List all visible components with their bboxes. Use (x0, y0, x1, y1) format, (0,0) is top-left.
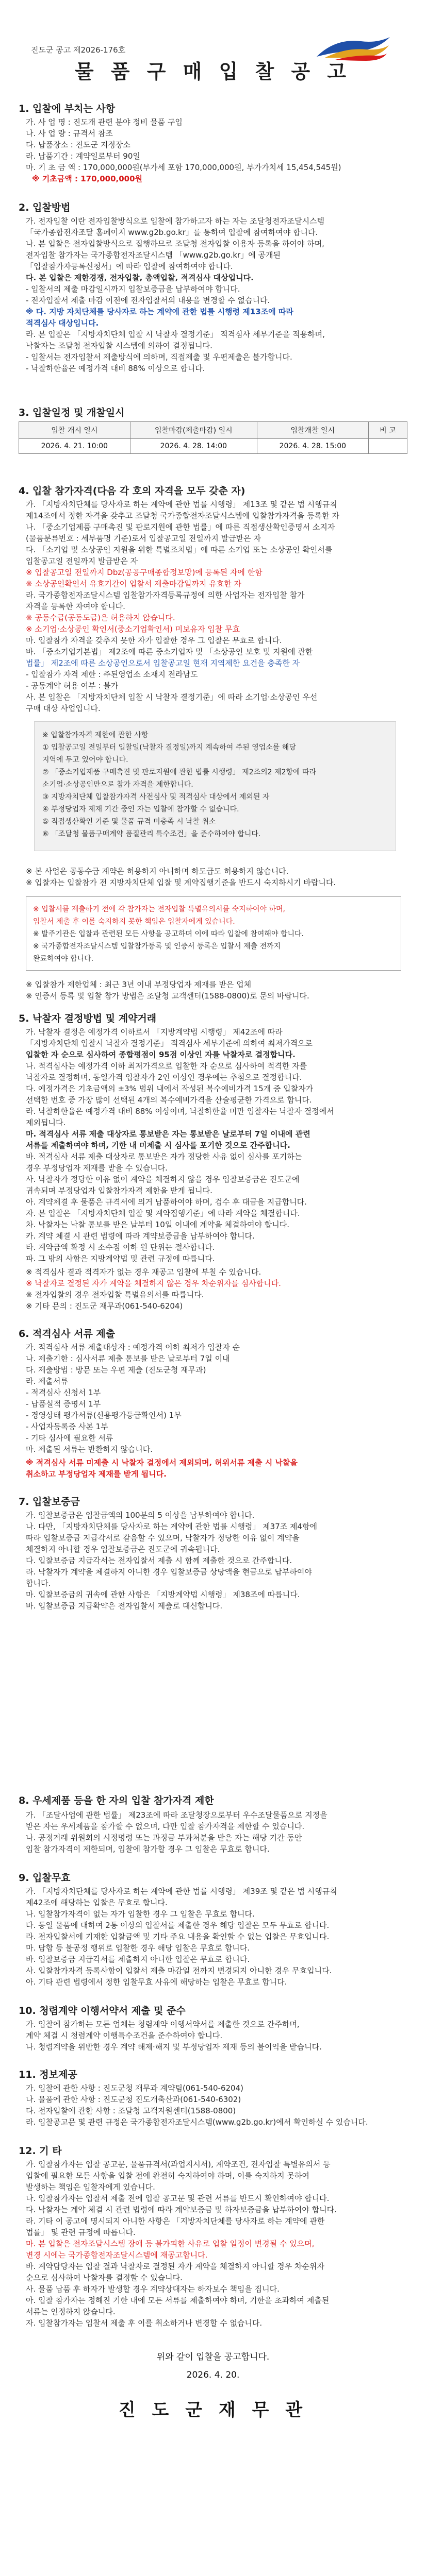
sec4-line-10: ※ 공동수급(공동도급)은 허용하지 않습니다. (26, 613, 175, 622)
sec2-line-5: 다. 본 입찰은 제한경쟁, 전자입찰, 총액입찰, 적격심사 대상입니다. (26, 273, 254, 282)
sec4-line-16: - 공동계약 허용 여부 : 불가 (26, 681, 119, 690)
sec12-more-5: 자. 입찰참가자는 입찰서 제출 후 이를 취소하거나 변경할 수 없습니다. (26, 2318, 263, 2328)
sec11-line-2: 다. 전자입찰에 관한 사항 : 조달청 고객지원센터(1588-0800) (26, 2106, 236, 2115)
sec2-line-10: 라. 본 입찰은 「지방자치단체 입찰 시 낙찰자 결정기준」 적격심사 세부기준을 적용하며, (26, 330, 325, 339)
sec5-line-6: 선택한 번호 중 가장 많이 선택된 4개의 복수예비가격을 산술평균한 가격으로 합니다. (26, 1095, 312, 1105)
sec4-notice-0: ※ 본 사업은 공동수급 계약은 허용하지 아니하며 하도급도 허용하지 않습니다. (26, 867, 289, 876)
sec12-line-2: 발생하는 책임은 입찰자에게 있습니다. (26, 2182, 155, 2192)
qual-box-line-1: ① 입찰공고일 전일부터 입찰일(낙찰자 결정일)까지 계속하여 주된 영업소를 해당 (42, 743, 296, 752)
sec11-line-0: 가. 입찰에 관한 사항 : 진도군청 재무과 계약팀(061-540-6204) (26, 2083, 243, 2093)
sec2-line-0: 가. 전자입찰 이란 전자입찰방식으로 입찰에 참가하고자 하는 자는 조달청전자조달시스템 (26, 216, 325, 226)
sec9-line-6: 바. 입찰보증금 지급각서를 제출하지 아니한 입찰은 무효로 합니다. (26, 1955, 250, 1964)
sec5-line-5: 다. 예정가격은 기초금액의 ±3% 범위 내에서 작성된 복수예비가격 15개 중 입찰자가 (26, 1084, 314, 1093)
sec6-line-7: - 사업자등록증 사본 1부 (26, 1422, 108, 1431)
schedule-col-note: 비 고 (368, 422, 407, 439)
sec5-line-7: 라. 낙찰하한율은 예정가격 대비 88% 이상이며, 낙찰하한율 미만 입찰자는 낙찰자 결정에서 (26, 1107, 334, 1116)
sec5-line-19: 타. 계약금액 확정 시 소수점 이하 원 단위는 절사합니다. (26, 1243, 215, 1252)
sec7-line-5: 라. 낙찰자가 계약을 체결하지 아니한 경우 입찰보증금 상당액을 현금으로 납부하여야 (26, 1567, 312, 1577)
section-9-heading: 9. 입찰무효 (19, 1872, 71, 1884)
qual-box-line-0: ※ 입찰참가자격 제한에 관한 사항 (42, 731, 149, 739)
schedule-note (368, 439, 407, 454)
sec6-line-8: - 기타 심사에 필요한 서류 (26, 1433, 113, 1443)
section-10-heading: 10. 청렴계약 이행서약서 제출 및 준수 (19, 2005, 186, 2016)
sec5-extra-0: ※ 적격심사 결과 적격자가 없는 경우 재공고 입찰에 부칠 수 있습니다. (26, 1267, 261, 1277)
sec5-line-0: 가. 낙찰자 결정은 예정가격 이하로서 「지방계약법 시행령」 제42조에 따라 (26, 1027, 283, 1037)
sec12-line-6: 법률」 및 관련 규정에 따릅니다. (26, 2228, 136, 2237)
sec7-line-3: 체결하지 아니할 경우 입찰보증금은 진도군에 귀속됩니다. (26, 1545, 220, 1554)
sec5-line-11: 바. 적격심사 서류 제출 대상자로 통보받은 자가 정당한 사유 없이 심사를 포기하는 (26, 1152, 302, 1161)
sec6-highlight-1: 취소하고 부정당업자 제재를 받게 됩니다. (26, 1469, 167, 1479)
sec1-line-0: 가. 사 업 명 : 진도개 관련 분야 정비 물품 구입 (26, 117, 183, 127)
sec4-line-6: ※ 입찰공고일 전일까지 Dbz(공공구매종합정보망)에 등록된 자에 한함 (26, 568, 263, 577)
sec1-line-2: 다. 납품장소 : 진도군 지정장소 (26, 140, 130, 149)
sec2-line-12: - 입찰서는 전자입찰서 제출방식에 의하며, 직접제출 및 우편제출은 불가합니다. (26, 352, 292, 362)
sec4-line-1: 제14조에서 정한 자격을 갖추고 조달청 국가종합전자조달시스템에 입찰참가자격을 등록한 자 (26, 511, 339, 520)
sec12-line-4: 다. 낙찰자는 계약 체결 시 관련 법령에 따라 계약보증금 및 하자보증금을 납부하여야 합니다. (26, 2205, 337, 2214)
page-title: 물 품 구 매 입 찰 공 고 (74, 60, 352, 83)
qual-box-line-6: ④ 부정당업자 제재 기간 중인 자는 입찰에 참가할 수 없습니다. (42, 805, 239, 814)
schedule-result-date: 2026. 4. 28. 15:00 (257, 439, 368, 454)
sec9-line-2: 나. 입찰참가자격이 없는 자가 입찰한 경우 그 입찰은 무효로 합니다. (26, 1909, 255, 1919)
sec12-more-1: 순으로 심사하여 낙찰자를 결정할 수 있습니다. (26, 2273, 183, 2282)
sec4-line-2: 나. 「중소기업제품 구매촉진 및 판로지원에 관한 법률」에 따른 직접생산확인증명서 소지자 (26, 522, 335, 532)
sec9-line-7: 사. 입찰참가자격 등록사항이 입찰서 제출 마감일 전까지 변경되지 아니한 경우 무효입니다. (26, 1966, 332, 1975)
section-2-heading: 2. 입찰방법 (19, 202, 71, 213)
sec10-line-1: 계약 체결 시 청렴계약 이행특수조건을 준수하여야 합니다. (26, 2031, 223, 2040)
sec4-line-7: ※ 소상공인확인서 유효기간이 입찰서 제출마감일까지 유효한 자 (26, 579, 241, 588)
schedule-col-open: 입찰 개시 일시 (19, 422, 130, 439)
sec7-line-6: 합니다. (26, 1579, 51, 1588)
schedule-table (19, 421, 407, 454)
sec6-highlight-0: ※ 적격심사 서류 미제출 시 낙찰자 결정에서 제외되며, 허위서류 제출 시 낙찰을 (26, 1458, 298, 1467)
section-1-heading: 1. 입찰에 부치는 사항 (19, 103, 116, 114)
sec4-line-14: 법률」 제2조에 따른 소상공인으로서 입찰공고일 현재 지역제한 요건을 충족한 자 (26, 658, 300, 668)
qual-box-line-7: ⑤ 직접생산확인 기준 및 물품 규격 미충족 시 낙찰 취소 (42, 818, 216, 826)
sec1-line-4: 마. 기 초 금 액 : 170,000,000원(부가세 포함 170,000,000원, 부가가치세 15,454,545원) (26, 163, 341, 172)
schedule-open-date: 2026. 4. 21. 10:00 (19, 439, 130, 454)
qual-box-line-3: ② 「중소기업제품 구매촉진 및 판로지원에 관한 법률 시행령」 제2조의2 제2항에 따라 (42, 768, 317, 776)
notice-date: 2026. 4. 20. (186, 2370, 240, 2380)
section-6-heading: 6. 적격심사 서류 제출 (19, 1328, 116, 1340)
section-7-heading: 7. 입찰보증금 (19, 1496, 80, 1507)
sec2-line-4: 「입찰참가자등록신청서」에 따라 입찰에 참여하여야 합니다. (26, 262, 233, 271)
sec12-more-3: 아. 입찰 참가자는 정해진 기한 내에 모든 서류를 제출하여야 하며, 기한을 초과하여 제출된 (26, 2296, 330, 2305)
sec2-line-1: 「국가종합전자조달 홈페이지 www.g2b.go.kr」를 통하여 입찰에 참여하여야 합니다. (26, 228, 318, 237)
sec9-line-8: 아. 기타 관련 법령에서 정한 입찰무효 사유에 해당하는 입찰은 무효로 합니다. (26, 1977, 287, 1987)
sec6-line-6: - 경영상태 평가서류(신용평가등급확인서) 1부 (26, 1411, 182, 1420)
sec12-more-0: 바. 계약담당자는 입찰 결과 낙찰자로 결정된 자가 계약을 체결하지 아니할 경우 차순위자 (26, 2262, 324, 2271)
sec7-line-2: 따라 입찰보증금 지급각서로 갈음할 수 있으며, 낙찰자가 정당한 이유 없이 계약을 (26, 1533, 300, 1543)
sec4-line-5: 입찰공고일 전일까지 발급받은 자 (26, 556, 138, 566)
sec4-line-4: 다. 「소기업 및 소상공인 지원을 위한 특별조치법」에 따른 소기업 또는 소상공인 확인서를 (26, 545, 333, 554)
sec2-line-13: - 낙찰하한율은 예정가격 대비 88% 이상으로 합니다. (26, 364, 205, 373)
sec4-line-0: 가. 「지방자치단체를 당사자로 하는 계약에 관한 법률 시행령」 제13조 및 같은 법 시행규칙 (26, 500, 337, 509)
sec6-line-2: 다. 제출방법 : 방문 또는 우편 제출 (진도군청 재무과) (26, 1365, 206, 1375)
sec4-line-8: 라. 국가종합전자조달시스템 입찰참가자격등록규정에 의한 사업자는 전자입찰 참가 (26, 590, 305, 600)
sec2-line-11: 낙찰자는 조달청 전자입찰 시스템에 의하여 결정됩니다. (26, 341, 212, 350)
sec5-line-14: 귀속되며 부정당업자 입찰참가자격 제한을 받게 됩니다. (26, 1186, 212, 1195)
sec6-line-0: 가. 적격심사 서류 제출대상자 : 예정가격 이하 최저가 입찰자 순 (26, 1343, 240, 1352)
sec5-line-4: 낙찰자로 결정하며, 동일가격 입찰자가 2인 이상인 경우에는 추첨으로 결정합니다. (26, 1073, 302, 1082)
sec7-line-0: 가. 입찰보증금은 입찰금액의 100분의 5 이상을 납부하여야 합니다. (26, 1511, 255, 1520)
section-3-heading: 3. 입찰일정 및 개찰일시 (19, 407, 125, 418)
closing-statement: 위와 같이 입찰을 공고합니다. (156, 2352, 270, 2362)
qual-box-line-4: 소기업·소상공인만으로 참가 자격을 제한합니다. (42, 781, 193, 789)
sec2-line-9: 적격심사 대상입니다. (26, 318, 99, 328)
section-11-heading: 11. 정보제공 (19, 2069, 77, 2080)
sec5-extra-2: ※ 전자입찰의 경우 전자입찰 특별유의서를 따릅니다. (26, 1290, 204, 1299)
sec4-extra-0: ※ 입찰참가 제한업체 : 최근 3년 이내 부정당업자 제재를 받은 업체 (26, 980, 252, 989)
sec12-line-5: 라. 기타 이 공고에 명시되지 아니한 사항은 「지방자치단체를 당사자로 하는 계약에 관한 (26, 2216, 325, 2226)
sec5-line-13: 사. 낙찰자가 정당한 이유 없이 계약을 체결하지 않을 경우 입찰보증금은 진도군에 (26, 1175, 300, 1184)
sec4-line-13: 바. 「중소기업기본법」 제2조에 따른 중소기업자 및 「소상공인 보호 및 지원에 관한 (26, 647, 313, 656)
section-8-heading: 8. 우세제품 등을 한 자의 입찰 참가자격 제한 (19, 1795, 214, 1806)
notice-box-line-4: 완료하여야 합니다. (33, 955, 94, 963)
sec5-line-20: 파. 그 밖의 사항은 지방계약법 및 관련 규정에 따릅니다. (26, 1254, 215, 1263)
sec5-extra-3: ※ 기타 문의 : 진도군 재무과(061-540-6204) (26, 1301, 183, 1311)
sec6-line-4: - 적격심사 신청서 1부 (26, 1388, 101, 1397)
sec8-line-3: 입찰 참가자격이 제한되며, 입찰에 참가할 경우 그 입찰은 무효로 합니다. (26, 1844, 270, 1854)
sec12-more-2: 사. 물품 납품 후 하자가 발생할 경우 계약상대자는 하자보수 책임을 집니다. (26, 2284, 280, 2294)
sec10-line-0: 가. 입찰에 참가하는 모든 업체는 청렴계약 이행서약서를 제출한 것으로 간주하며, (26, 2020, 300, 2029)
sec4-notice-1: ※ 입찰자는 입찰참가 전 지방자치단체 입찰 및 계약집행기준을 반드시 숙지하시기 바랍니다. (26, 878, 336, 887)
notice-box-line-3: ※ 국가종합전자조달시스템 입찰참가등록 및 인증서 등록은 입찰서 제출 전까지 (33, 942, 281, 951)
notice-box-line-0: ※ 입찰서를 제출하기 전에 각 참가자는 전자입찰 특별유의서를 숙지하여야 하며, (33, 905, 285, 913)
sec5-line-18: 카. 계약 체결 시 관련 법령에 따라 계약보증금을 납부하여야 합니다. (26, 1231, 255, 1241)
sec5-line-2: 입찰한 자 순으로 심사하여 종합평점이 95점 이상인 자를 낙찰자로 결정합니다. (26, 1050, 296, 1059)
section-5-heading: 5. 낙찰자 결정방법 및 계약거래 (19, 1013, 157, 1024)
sec9-line-1: 제42조에 해당하는 입찰은 무효로 합니다. (26, 1898, 168, 1907)
sec12-red-0: 마. 본 입찰은 전자조달시스템 장애 등 불가피한 사유로 입찰 일정이 변경될 수 있으며, (26, 2239, 315, 2248)
section-12-heading: 12. 기 타 (19, 2145, 62, 2157)
sec5-line-15: 아. 계약체결 후 물품은 규격서에 의거 납품하여야 하며, 검수 후 대금을 지급합니다. (26, 1197, 307, 1207)
schedule-close-date: 2026. 4. 28. 14:00 (130, 439, 257, 454)
sec8-line-0: 가. 「조달사업에 관한 법률」 제23조에 따라 조달청장으로부터 우수조달물품으로 지정을 (26, 1810, 327, 1820)
sec12-line-1: 입찰에 필요한 모든 사항을 입찰 전에 완전히 숙지하여야 하며, 이를 숙지하지 못하여 (26, 2171, 309, 2180)
sec2-line-3: 전자입찰 참가자는 국가종합전자조달시스템 「www.g2b.go.kr」에 공개된 (26, 250, 281, 260)
sec4-line-12: 마. 입찰참가 자격을 갖추지 못한 자가 입찰한 경우 그 입찰은 무효로 합니다. (26, 636, 282, 645)
notice-number: 진도군 공고 제2026-176호 (31, 45, 126, 55)
sec5-line-3: 나. 적격심사는 예정가격 이하 최저가격으로 입찰한 자 순으로 심사하여 적격한 자를 (26, 1061, 307, 1071)
sec4-line-18: 구매 대상 사업입니다. (26, 704, 101, 713)
sec4-extra-1: ※ 인증서 등록 및 입찰 참가 방법은 조달청 고객센터(1588-0800)로 문의 바랍니다. (26, 991, 309, 1001)
sec5-line-16: 자. 본 입찰은 「지방자치단체 입찰 및 계약집행기준」에 따라 계약을 체결합니다. (26, 1209, 300, 1218)
sec12-red-1: 변경 시에는 국가종합전자조달시스템에 재공고합니다. (26, 2250, 208, 2260)
sec6-line-5: - 납품실적 증명서 1부 (26, 1399, 101, 1409)
sec2-line-6: - 입찰서의 제출 마감일시까지 입찰보증금을 납부하여야 합니다. (26, 284, 240, 294)
sec8-line-1: 받은 자는 우세제품을 참가할 수 없으며, 다만 입찰 참가자격을 제한할 수 있습니다. (26, 1822, 305, 1831)
schedule-row (19, 439, 407, 454)
qual-box-line-2: 지역에 두고 있어야 합니다. (42, 756, 128, 764)
sec7-line-8: 바. 입찰보증금 지급확약은 전자입찰서 제출로 대신합니다. (26, 1601, 223, 1611)
sec4-line-17: 사. 본 입찰은 「지방자치단체 입찰 시 낙찰자 결정기준」에 따라 소기업·소상공인 우선 (26, 692, 318, 702)
sec5-extra-1: ※ 낙찰자로 결정된 자가 계약을 체결하지 않은 경우 차순위자를 심사합니다. (26, 1279, 281, 1288)
sec6-line-9: 마. 제출된 서류는 반환하지 않습니다. (26, 1445, 153, 1454)
sec12-line-0: 가. 입찰참가자는 입찰 공고문, 물품규격서(과업지시서), 계약조건, 전자입찰 특별유의서 등 (26, 2160, 331, 2169)
sec2-line-7: - 전자입찰서 제출 마감 이전에 전자입찰서의 내용을 변경할 수 없습니다. (26, 296, 270, 305)
sec7-line-7: 마. 입찰보증금의 귀속에 관한 사항은 「지방계약법 시행령」 제38조에 따릅니다. (26, 1590, 300, 1599)
sec9-line-5: 마. 담합 등 불공정 행위로 입찰한 경우 해당 입찰은 무효로 합니다. (26, 1943, 250, 1953)
sec6-line-1: 나. 제출기한 : 심사서류 제출 통보를 받은 날로부터 7일 이내 (26, 1354, 230, 1363)
sec4-line-3: (물품분류번호 : 세부품명 기준)로서 입찰공고일 전일까지 발급받은 자 (26, 534, 261, 543)
sec5-line-1: 「지방자치단체 입찰시 낙찰자 결정기준」 적격심사 세부기준에 의하여 최저가격으로 (26, 1039, 313, 1048)
sec12-more-4: 서류는 인정하지 않습니다. (26, 2307, 116, 2316)
sec2-line-2: 나. 본 입찰은 전자입찰방식으로 집행하므로 조달청 전자입찰 이용자 등록을 하여야 하며, (26, 239, 324, 248)
sec10-line-2: 나. 청렴계약을 위반한 경우 계약 해제·해지 및 부정당업자 제재 등의 불이익을 받습니다. (26, 2042, 322, 2052)
sec9-line-0: 가. 「지방자치단체를 당사자로 하는 계약에 관한 법률 시행령」 제39조 및 같은 법 시행규칙 (26, 1887, 337, 1896)
qual-box-line-8: ⑥ 「조달청 물품구매계약 품질관리 특수조건」을 준수하여야 합니다. (42, 830, 261, 838)
notice-box-line-1: 입찰서 제출 후 이를 숙지하지 못한 책임은 입찰자에게 있습니다. (33, 918, 235, 926)
sec5-line-17: 차. 낙찰자는 낙찰 통보를 받은 날부터 10일 이내에 계약을 체결하여야 합니다. (26, 1220, 290, 1229)
section-4-heading: 4. 입찰 참가자격(다음 각 호의 자격을 모두 갖춘 자) (19, 485, 245, 497)
sec8-line-2: 나. 공정거래 위원회의 시정명령 또는 과징금 부과처분을 받은 자는 해당 기간 동안 (26, 1833, 302, 1842)
sec1-line-1: 나. 사 업 량 : 규격서 참조 (26, 129, 113, 138)
sec9-line-4: 라. 전자입찰서에 기재한 입찰금액 및 기타 주요 내용을 확인할 수 없는 입찰은 무효입니다. (26, 1932, 330, 1941)
qual-box-line-5: ③ 지방자치단체 입찰참가자격 사전심사 및 적격심사 대상에서 제외된 자 (42, 793, 270, 801)
sec4-line-15: - 입찰참가 자격 제한 : 주된영업소 소재지 전라남도 (26, 670, 198, 679)
sec1-price-note: ※ 기초금액 : 170,000,000원 (32, 174, 143, 183)
sec9-line-3: 다. 동일 물품에 대하여 2통 이상의 입찰서를 제출한 경우 해당 입찰은 모두 무효로 합니다. (26, 1921, 330, 1930)
sec5-line-9: 마. 적격심사 서류 제출 대상자로 통보받은 자는 통보받은 날로부터 7일 이내에 관련 (26, 1129, 310, 1139)
sec12-line-3: 나. 입찰참가자는 입찰서 제출 전에 입찰 공고문 및 관련 서류를 반드시 확인하여야 합니다. (26, 2194, 330, 2203)
sec5-line-12: 경우 부정당업자 제재를 받을 수 있습니다. (26, 1163, 168, 1173)
sec2-line-8: ※ 다. 지방 자치단체를 당사자로 하는 계약에 관한 법률 시행령 제13조에 따라 (26, 307, 293, 316)
sec4-line-9: 자격을 등록한 자여야 합니다. (26, 602, 125, 611)
sec5-line-10: 서류를 제출하여야 하며, 기한 내 미제출 시 심사를 포기한 것으로 간주합니다. (26, 1141, 290, 1150)
schedule-header-row (19, 422, 407, 439)
sec1-line-3: 라. 납품기간 : 계약일로부터 90일 (26, 151, 140, 161)
sec11-line-3: 라. 입찰공고문 및 관련 규정은 국가종합전자조달시스템(www.g2b.go.kr)에서 확인하실 수 있습니다. (26, 2117, 368, 2127)
sec5-line-8: 제외됩니다. (26, 1118, 66, 1127)
sec6-line-3: 라. 제출서류 (26, 1377, 68, 1386)
schedule-col-close: 입찰마감(제출마감) 일시 (130, 422, 257, 439)
notice-box-line-2: ※ 발주기관은 입찰과 관련된 모든 사항을 공고하며 이에 따라 입찰에 참여해야 합니다. (33, 930, 304, 938)
issuer-name: 진 도 군 재 무 관 (118, 2400, 308, 2420)
sec11-line-1: 나. 물품에 관한 사항 : 진도군청 진도개축산과(061-540-6302) (26, 2095, 241, 2104)
sec7-line-4: 다. 입찰보증금 지급각서는 전자입찰서 제출 시 함께 제출한 것으로 간주합니다. (26, 1556, 292, 1565)
sec7-line-1: 나. 다만, 「지방자치단체를 당사자로 하는 계약에 관한 법률 시행령」 제37조 제4항에 (26, 1522, 318, 1531)
schedule-col-result: 입찰개찰 일시 (257, 422, 368, 439)
sec4-line-11: ※ 소기업·소상공인 확인서(중소기업확인서) 미보유자 입찰 무효 (26, 624, 240, 634)
